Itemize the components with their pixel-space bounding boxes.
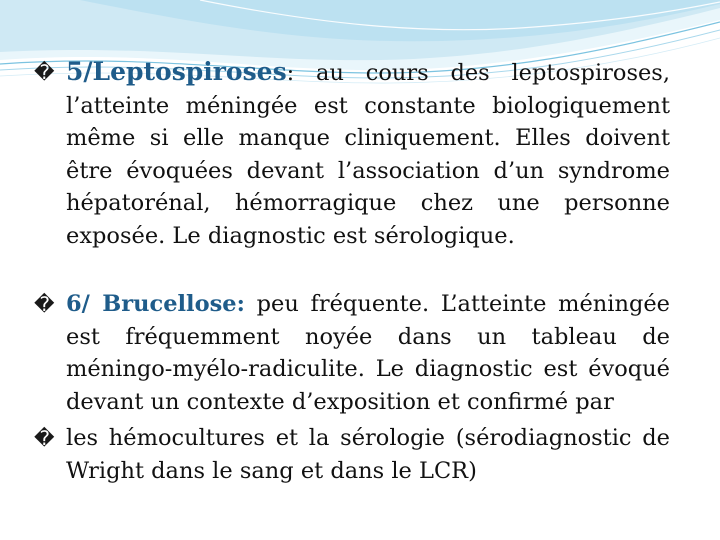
heading-brucellose: 6/ Brucellose: — [66, 291, 245, 317]
text-leptospiroses: : au cours des leptospiroses, l’atteinte méningée est constante biologiquement même si elle manque cliniquement. Elles doivent être évoquées devant l’association d’un syndrome hépatorénal, hémorragique chez une personne exposée. Le diagnostic est sérologique. — [66, 60, 670, 249]
text-brucellose: peu fréquente. L’atteinte méningée est fréquemment noyée dans un tableau de méningo-myélo-radiculite. Le diagnostic est évoqué devant un contexte d’exposition et confirmé par — [66, 291, 670, 415]
bullet-icon: � — [34, 60, 55, 84]
text-hemocultures: les hémocultures et la sérologie (sérodiagnostic de Wright dans le sang et dans le LCR) — [66, 425, 670, 484]
paragraph-hemocultures — [34, 422, 670, 487]
paragraph-leptospiroses — [34, 56, 670, 252]
heading-leptospiroses: 5/Leptospiroses — [66, 57, 287, 86]
paragraph-brucellose — [34, 288, 670, 418]
bullet-icon: � — [34, 426, 55, 450]
bullet-icon: � — [34, 292, 55, 316]
